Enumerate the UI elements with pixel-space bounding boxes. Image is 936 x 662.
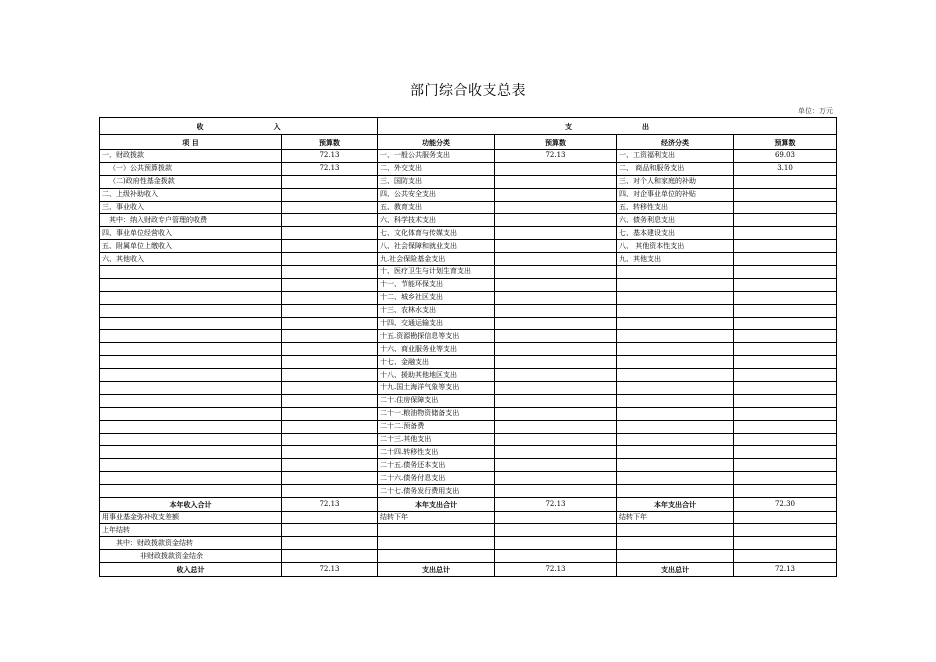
table-cell: [495, 420, 617, 433]
table-cell: [617, 420, 734, 433]
table-cell: [100, 472, 282, 485]
cell: [495, 550, 617, 563]
table-cell: [617, 356, 734, 369]
table-cell: 十、医疗卫生与计划生育支出: [378, 266, 495, 279]
table-row: [100, 150, 837, 163]
table-cell: [734, 227, 837, 240]
table-cell: [495, 227, 617, 240]
table-cell: [734, 201, 837, 214]
table-cell: 二十三.其他支出: [378, 433, 495, 446]
table-cell: [100, 304, 282, 317]
table-cell: [100, 407, 282, 420]
table-cell: [617, 330, 734, 343]
table-cell: 二十六.债务付息支出: [378, 472, 495, 485]
func-total-label: 本年支出合计: [378, 498, 495, 512]
table-cell: [734, 175, 837, 188]
table-cell: 69.03: [734, 150, 837, 163]
table-cell: [617, 433, 734, 446]
cell: 结转下年: [378, 511, 495, 524]
table-cell: [100, 459, 282, 472]
unit-label: 单位：万元: [798, 107, 833, 115]
table-row: [100, 188, 837, 201]
table-cell: 二十七.债务发行费用支出: [378, 485, 495, 498]
table-cell: [495, 433, 617, 446]
cell: 其中：财政拨款资金结转: [100, 537, 282, 550]
table-cell: 十二、城乡社区支出: [378, 291, 495, 304]
income-total-label: 本年收入合计: [100, 498, 282, 512]
table-cell: 二十.住房保障支出: [378, 394, 495, 407]
income-grand-value: 72.13: [282, 563, 378, 577]
table-cell: [282, 304, 378, 317]
table-row: [100, 201, 837, 214]
grand-total-row: [100, 563, 837, 577]
table-cell: [617, 459, 734, 472]
table-cell: 二、外交支出: [378, 162, 495, 175]
table-row: [100, 291, 837, 304]
table-cell: [617, 472, 734, 485]
table-cell: [734, 356, 837, 369]
table-cell: [495, 253, 617, 266]
table-row: [100, 343, 837, 356]
table-cell: （一）公共预算拨款: [100, 162, 282, 175]
table-cell: [100, 343, 282, 356]
table-cell: [495, 162, 617, 175]
table-cell: [282, 356, 378, 369]
table-cell: [100, 485, 282, 498]
table-cell: [100, 266, 282, 279]
table-cell: 九.社会保险基金支出: [378, 253, 495, 266]
table-cell: 十六、商业服务业等支出: [378, 343, 495, 356]
table-cell: [495, 356, 617, 369]
table-cell: [734, 291, 837, 304]
cell: 结转下年: [617, 511, 734, 524]
table-cell: [100, 446, 282, 459]
table-row: [100, 446, 837, 459]
table-cell: [617, 382, 734, 395]
table-cell: [734, 407, 837, 420]
table-cell: 八、社会保障和就业支出: [378, 240, 495, 253]
func-grand-value: 72.13: [495, 563, 617, 577]
econ-grand-value: 72.13: [734, 563, 837, 577]
col-header-func-class: 功能分类: [378, 135, 495, 150]
table-cell: 十七、金融支出: [378, 356, 495, 369]
table-cell: [617, 407, 734, 420]
table-row: [100, 356, 837, 369]
table-cell: [734, 253, 837, 266]
table-row: [100, 472, 837, 485]
table-cell: [495, 472, 617, 485]
table-cell: [734, 266, 837, 279]
table-cell: 九、其他支出: [617, 253, 734, 266]
table-cell: 六、债务利息支出: [617, 214, 734, 227]
table-cell: （二)政府性基金拨款: [100, 175, 282, 188]
table-cell: 十三、农林水支出: [378, 304, 495, 317]
col-header-budget2: 预算数: [495, 135, 617, 150]
table-cell: [495, 459, 617, 472]
col-header-budget: 预算数: [282, 135, 378, 150]
table-row: [100, 304, 837, 317]
table-cell: [282, 330, 378, 343]
table-cell: [617, 317, 734, 330]
table-cell: [282, 317, 378, 330]
table-cell: [734, 420, 837, 433]
section-header-row: [100, 118, 837, 135]
table-row: [100, 214, 837, 227]
table-cell: [734, 369, 837, 382]
table-cell: [617, 304, 734, 317]
table-cell: [495, 485, 617, 498]
cell: [734, 550, 837, 563]
table-cell: [734, 472, 837, 485]
table-cell: [100, 369, 282, 382]
econ-grand-label: 支出总计: [617, 563, 734, 577]
table-cell: 二、 商品和服务支出: [617, 162, 734, 175]
table-cell: 一、一般公共服务支出: [378, 150, 495, 163]
table-row: [100, 420, 837, 433]
table-cell: [282, 227, 378, 240]
cell: [617, 524, 734, 537]
cell: [617, 550, 734, 563]
table-cell: 六、科学技术支出: [378, 214, 495, 227]
table-cell: 四、对企事业单位的补贴: [617, 188, 734, 201]
func-total-value: 72.13: [495, 498, 617, 512]
table-cell: [100, 433, 282, 446]
carryover-row: [100, 511, 837, 524]
income-grand-label: 收入总计: [100, 563, 282, 577]
table-cell: [282, 459, 378, 472]
table-row: [100, 330, 837, 343]
table-cell: [617, 291, 734, 304]
table-cell: [282, 485, 378, 498]
table-cell: [282, 278, 378, 291]
table-cell: [100, 291, 282, 304]
table-cell: 二十五.债务还本支出: [378, 459, 495, 472]
cell: [734, 524, 837, 537]
table-cell: [617, 343, 734, 356]
table-row: [100, 407, 837, 420]
table-cell: [282, 394, 378, 407]
table-cell: [495, 240, 617, 253]
table-cell: [282, 382, 378, 395]
table-cell: [282, 214, 378, 227]
table-cell: [100, 394, 282, 407]
table-cell: [282, 369, 378, 382]
table-row: [100, 266, 837, 279]
table-row: [100, 253, 837, 266]
page-title: 部门综合收支总表: [410, 83, 526, 99]
fiscal-carryover-row: [100, 537, 837, 550]
table-row: [100, 394, 837, 407]
table-cell: 二十一.粮油物资储备支出: [378, 407, 495, 420]
cell: [378, 524, 495, 537]
table-cell: 十四、交通运输支出: [378, 317, 495, 330]
table-cell: [100, 278, 282, 291]
cell: [734, 537, 837, 550]
table-row: [100, 240, 837, 253]
cell: [282, 537, 378, 550]
table-cell: [282, 472, 378, 485]
econ-total-label: 本年支出合计: [617, 498, 734, 512]
table-cell: 其中：纳入财政专户管理的收费: [100, 214, 282, 227]
table-cell: [495, 394, 617, 407]
table-cell: 四、公共安全支出: [378, 188, 495, 201]
table-cell: [617, 485, 734, 498]
table-cell: [282, 175, 378, 188]
table-cell: [282, 433, 378, 446]
table-cell: [282, 343, 378, 356]
table-cell: 三、国防支出: [378, 175, 495, 188]
nonfiscal-balance-row: [100, 550, 837, 563]
table-cell: [282, 291, 378, 304]
table-cell: 72.13: [495, 150, 617, 163]
table-cell: [495, 188, 617, 201]
table-cell: [734, 188, 837, 201]
table-cell: [734, 459, 837, 472]
table-cell: [495, 330, 617, 343]
table-cell: [617, 369, 734, 382]
table-cell: 四、事业单位经营收入: [100, 227, 282, 240]
column-header-row: [100, 135, 837, 150]
table-row: [100, 162, 837, 175]
table-cell: 五、附属单位上缴收入: [100, 240, 282, 253]
cell: 用事业基金弥补收支差额: [100, 511, 282, 524]
table-cell: 二十四.转移性支出: [378, 446, 495, 459]
table-row: [100, 459, 837, 472]
cell: 非财政拨款资金结余: [100, 550, 282, 563]
table-cell: 二、上级补助收入: [100, 188, 282, 201]
table-cell: [734, 433, 837, 446]
cell: [495, 537, 617, 550]
table-cell: [617, 266, 734, 279]
table-cell: [734, 304, 837, 317]
table-cell: [734, 278, 837, 291]
table-cell: 二十二.预备费: [378, 420, 495, 433]
table-cell: 三、对个人和家庭的补助: [617, 175, 734, 188]
table-cell: 八、 其他资本性支出: [617, 240, 734, 253]
table-cell: [495, 369, 617, 382]
table-cell: 十八、援助其他地区支出: [378, 369, 495, 382]
prior-year-row: [100, 524, 837, 537]
table-cell: 一、工资福利支出: [617, 150, 734, 163]
table-cell: [495, 343, 617, 356]
cell: [378, 537, 495, 550]
table-cell: [734, 214, 837, 227]
table-cell: [617, 446, 734, 459]
table-row: [100, 227, 837, 240]
annual-total-row: [100, 498, 837, 512]
cell: [282, 511, 378, 524]
table-cell: [282, 266, 378, 279]
table-cell: 三、事业收入: [100, 201, 282, 214]
table-cell: [734, 394, 837, 407]
table-cell: [495, 446, 617, 459]
table-cell: 十一、节能环保支出: [378, 278, 495, 291]
table-cell: 72.13: [282, 162, 378, 175]
table-cell: [495, 382, 617, 395]
table-cell: 五、教育支出: [378, 201, 495, 214]
table-cell: [734, 446, 837, 459]
table-cell: 十九.国土海洋气象等支出: [378, 382, 495, 395]
cell: [734, 511, 837, 524]
cell: 上年结转: [100, 524, 282, 537]
table-cell: [734, 330, 837, 343]
table-cell: [282, 201, 378, 214]
col-header-econ-class: 经济分类: [617, 135, 734, 150]
table-cell: [734, 485, 837, 498]
cell: [617, 537, 734, 550]
table-cell: 一、财政拨款: [100, 150, 282, 163]
table-cell: [617, 394, 734, 407]
expense-section-header: 支 出: [378, 118, 837, 135]
table-cell: [495, 201, 617, 214]
table-cell: [495, 175, 617, 188]
table-row: [100, 317, 837, 330]
income-section-header: 收 入: [100, 118, 378, 135]
col-header-budget3: 预算数: [734, 135, 837, 150]
table-cell: [734, 317, 837, 330]
budget-summary-table: [99, 117, 837, 577]
cell: [378, 550, 495, 563]
table-cell: 十五.资源勘探信息等支出: [378, 330, 495, 343]
table-row: [100, 278, 837, 291]
table-cell: [100, 420, 282, 433]
table-cell: 六、其他收入: [100, 253, 282, 266]
table-cell: 五、转移性支出: [617, 201, 734, 214]
table-row: [100, 433, 837, 446]
cell: [495, 511, 617, 524]
table-cell: 七、文化体育与传媒支出: [378, 227, 495, 240]
table-cell: [282, 253, 378, 266]
table-row: [100, 485, 837, 498]
cell: [282, 524, 378, 537]
table-cell: 3.10: [734, 162, 837, 175]
table-row: [100, 175, 837, 188]
func-grand-label: 支出总计: [378, 563, 495, 577]
table-cell: 72.13: [282, 150, 378, 163]
table-row: [100, 382, 837, 395]
table-cell: [100, 382, 282, 395]
table-cell: [734, 343, 837, 356]
table-cell: [282, 420, 378, 433]
table-cell: [495, 266, 617, 279]
table-cell: [100, 317, 282, 330]
table-cell: [734, 382, 837, 395]
table-cell: [282, 407, 378, 420]
table-cell: [495, 214, 617, 227]
table-row: [100, 369, 837, 382]
econ-total-value: 72.30: [734, 498, 837, 512]
table-cell: [282, 446, 378, 459]
table-cell: [100, 330, 282, 343]
table-cell: [282, 188, 378, 201]
cell: [282, 550, 378, 563]
table-cell: [495, 291, 617, 304]
cell: [495, 524, 617, 537]
table-cell: [734, 240, 837, 253]
table-cell: [282, 240, 378, 253]
table-cell: 七、基本建设支出: [617, 227, 734, 240]
table-cell: [495, 304, 617, 317]
table-cell: [100, 356, 282, 369]
table-cell: [495, 407, 617, 420]
table-cell: [617, 278, 734, 291]
table-cell: [495, 317, 617, 330]
col-header-item: 项 目: [100, 135, 282, 150]
income-total-value: 72.13: [282, 498, 378, 512]
table-cell: [495, 278, 617, 291]
